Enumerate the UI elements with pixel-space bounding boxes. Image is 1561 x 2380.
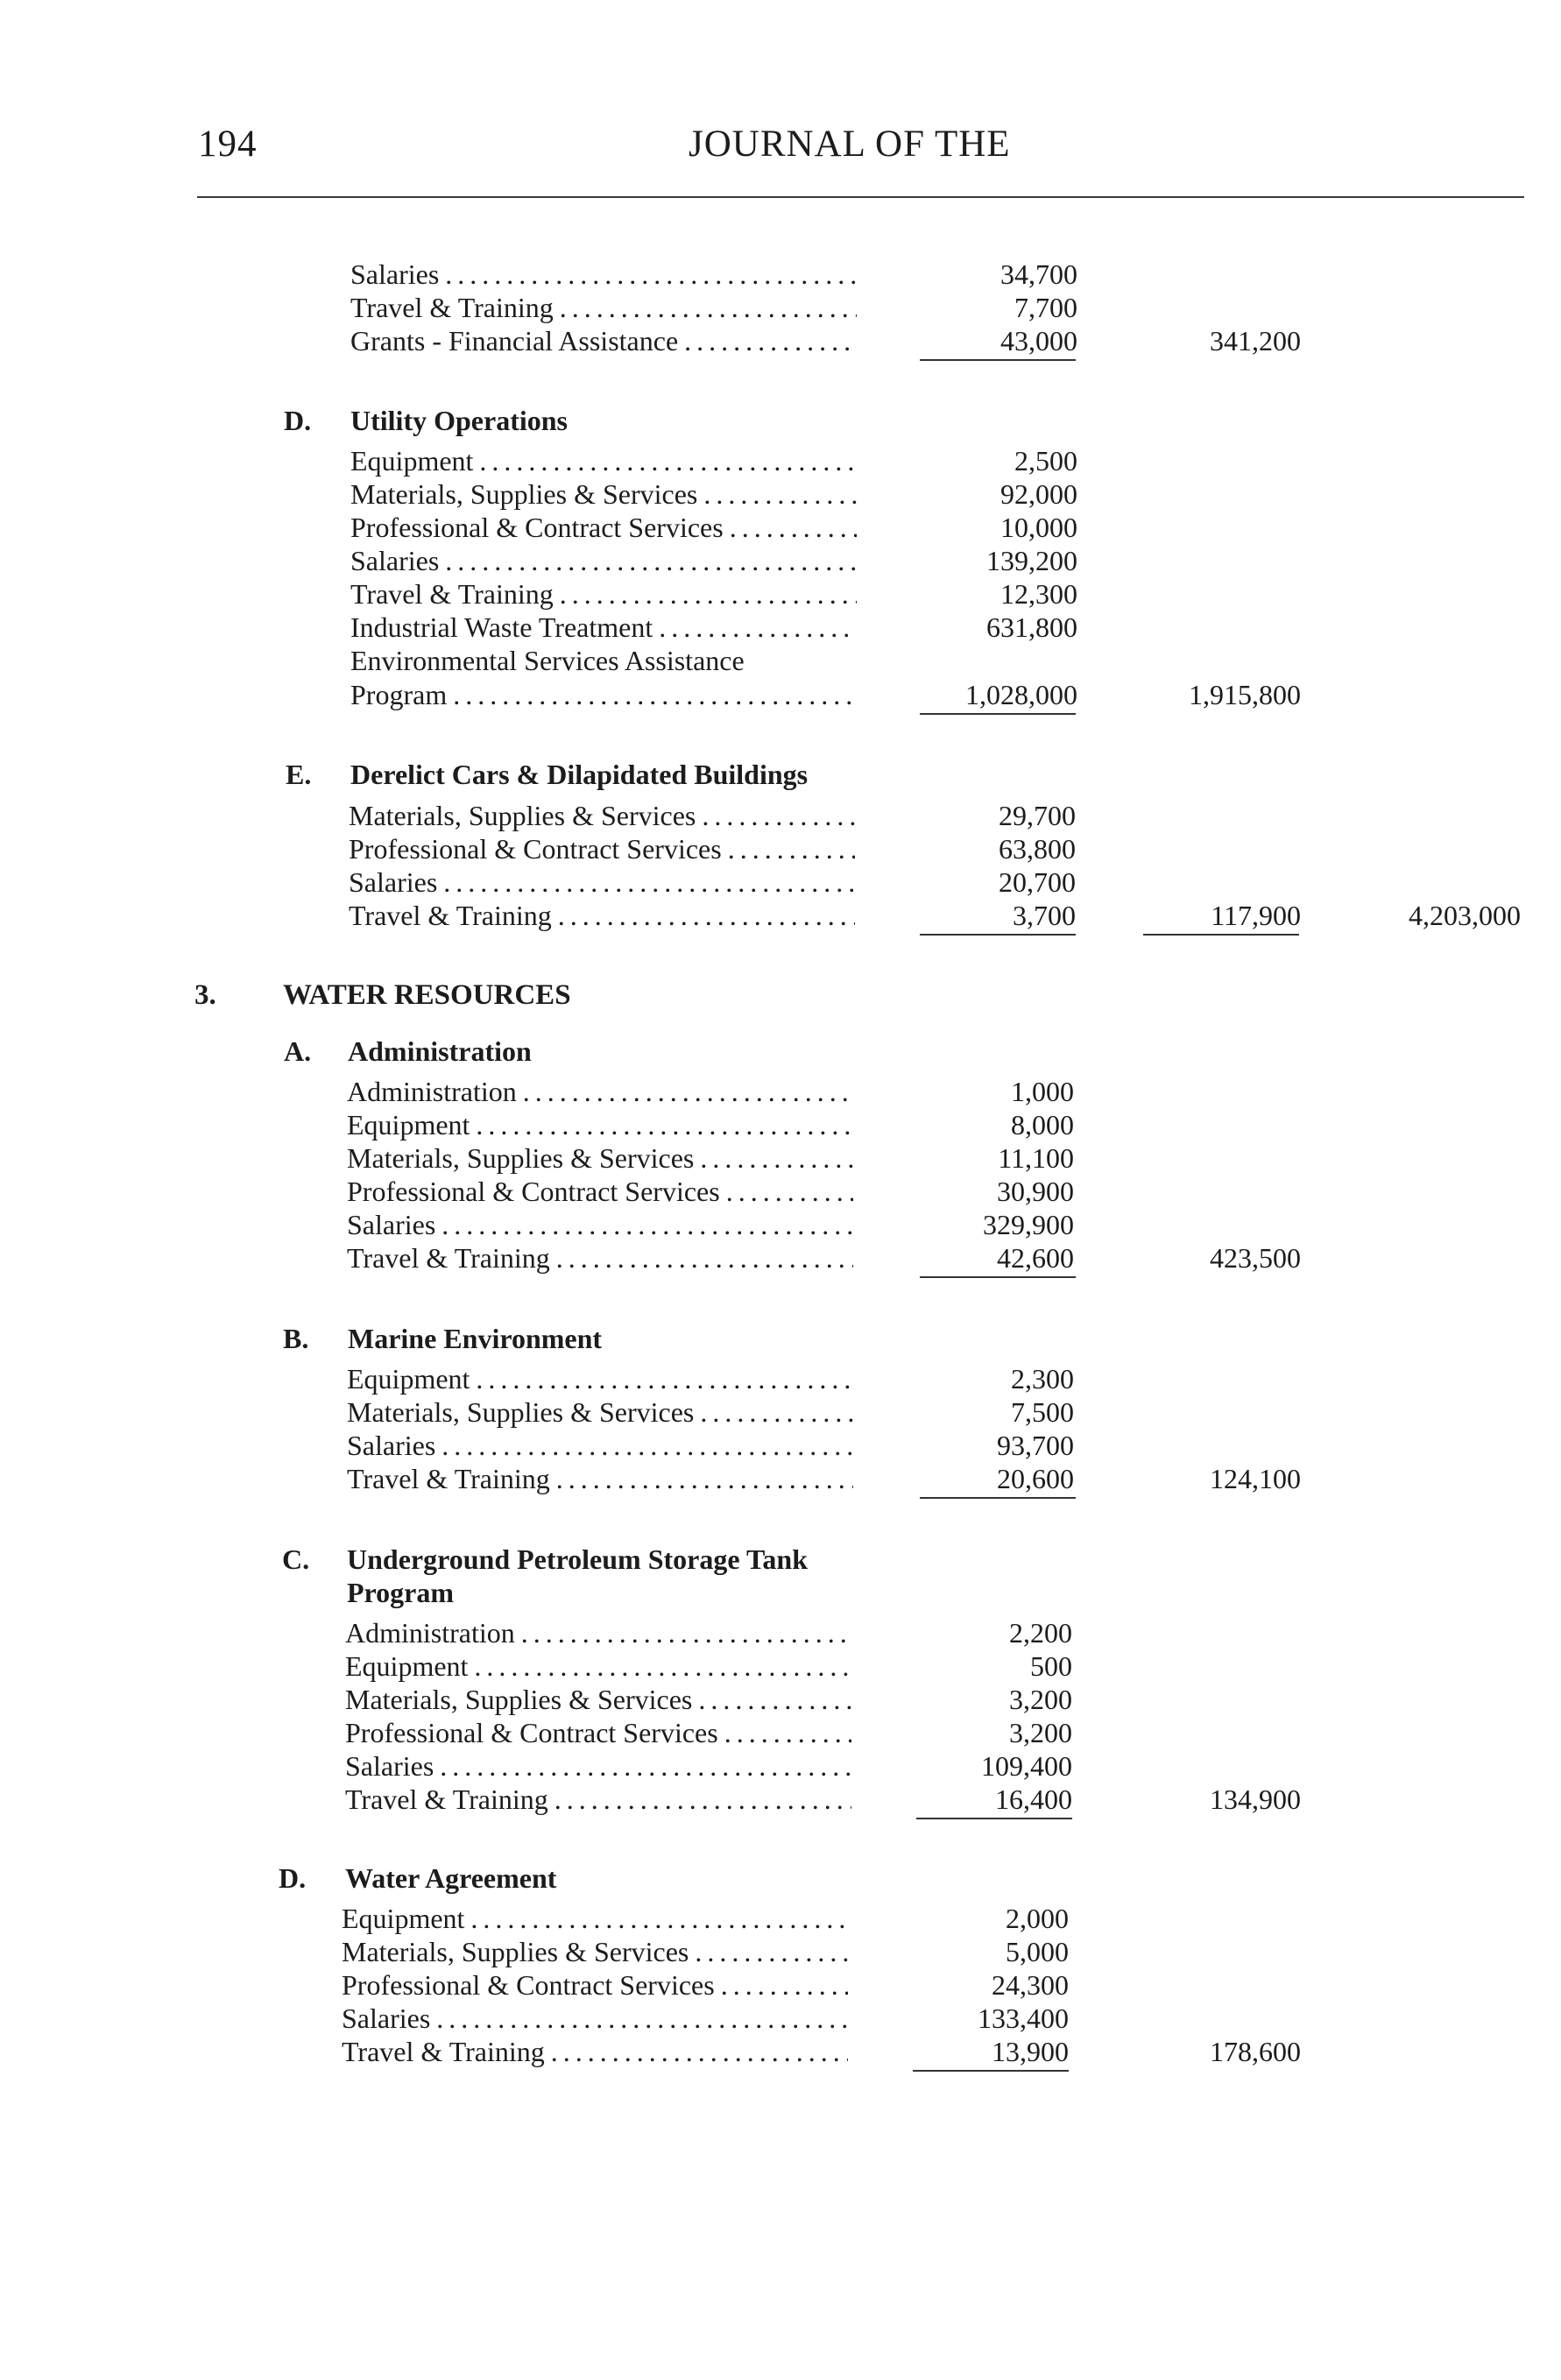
- line-item: [347, 1207, 1521, 1242]
- line-item: [345, 1748, 1519, 1783]
- line-item: [349, 798, 1522, 833]
- item-label: Salaries . . .: [342, 2001, 848, 2036]
- item-amount: 13,900: [992, 2036, 1069, 2067]
- item-amount: 42,600: [997, 1242, 1074, 1274]
- subtotal-row: [0, 1240, 1561, 1275]
- item-label: Salaries . . .: [350, 543, 857, 578]
- item-amount: 63,800: [999, 833, 1076, 865]
- subtotal-rule: [916, 1818, 1072, 1819]
- subsection-letter: D.: [279, 1862, 307, 1894]
- section-total-amount: 4,203,000: [1409, 900, 1521, 931]
- item-label: Industrial Waste Treatment . . .: [350, 610, 857, 645]
- item-amount: 2,200: [1009, 1617, 1072, 1649]
- subsection-letter: E.: [286, 759, 312, 790]
- item-label: Salaries . . .: [345, 1748, 851, 1783]
- item-label: Equipment . . .: [350, 443, 857, 478]
- item-amount: 7,700: [1014, 292, 1077, 323]
- item-label: Salaries . . .: [349, 865, 855, 900]
- line-item: [347, 1361, 1521, 1396]
- line-item: [342, 2001, 1515, 2036]
- item-label: Professional & Contract Services . . .: [349, 831, 855, 866]
- item-label: Travel & Training . . .: [347, 1461, 853, 1496]
- line-item: [350, 477, 1524, 512]
- item-amount: 34,700: [1000, 258, 1077, 290]
- item-amount: 631,800: [986, 611, 1077, 643]
- line-item: [347, 1395, 1521, 1430]
- subsection-title: Underground Petroleum Storage Tank: [347, 1543, 808, 1575]
- item-label: Travel & Training . . .: [349, 898, 855, 933]
- line-item: [347, 1107, 1521, 1142]
- line-item: [347, 1428, 1521, 1463]
- subtotal-amount: 178,600: [1210, 2036, 1301, 2067]
- subtotal-rule: [913, 2070, 1069, 2072]
- item-amount: 29,700: [999, 800, 1076, 831]
- item-amount: 139,200: [986, 545, 1077, 576]
- line-item: [342, 1901, 1515, 1936]
- line-item: [347, 1174, 1521, 1209]
- subsection-title-cont: Program: [347, 1577, 455, 1608]
- item-amount: 109,400: [981, 1750, 1072, 1782]
- item-amount: 20,700: [999, 866, 1076, 898]
- line-item: [350, 643, 1524, 678]
- item-label: Program . . .: [350, 677, 857, 712]
- item-label: Materials, Supplies & Services . . .: [342, 1934, 848, 1969]
- page-number: 194: [198, 124, 258, 165]
- item-label: Salaries . . .: [347, 1428, 853, 1463]
- item-amount: 20,600: [997, 1463, 1074, 1494]
- subsection-letter: C.: [282, 1543, 310, 1575]
- subsection-title: Water Agreement: [345, 1862, 557, 1894]
- line-item: [350, 290, 1524, 325]
- section-number: 3.: [194, 979, 216, 1011]
- item-label: Grants - Financial Assistance . . .: [350, 323, 857, 358]
- subtotal-amount: 1,915,800: [1189, 679, 1301, 710]
- line-item: [350, 543, 1524, 578]
- item-amount: 10,000: [1000, 512, 1077, 543]
- line-item: [347, 1074, 1521, 1109]
- item-label: Travel & Training . . .: [342, 2034, 848, 2069]
- item-label: Administration . . .: [345, 1615, 851, 1650]
- item-amount: 1,028,000: [965, 679, 1077, 710]
- item-label: Equipment . . .: [347, 1361, 853, 1396]
- subsection-letter: B.: [283, 1323, 309, 1354]
- item-amount: 93,700: [997, 1430, 1074, 1461]
- item-label: Administration . . .: [347, 1074, 853, 1109]
- item-label: Travel & Training . . .: [350, 576, 857, 611]
- subtotal-row: [0, 898, 1561, 933]
- subtotal-row: [0, 1461, 1561, 1496]
- item-amount: 2,000: [1006, 1903, 1069, 1934]
- line-item: [345, 1715, 1519, 1750]
- item-amount: 2,500: [1014, 445, 1077, 477]
- item-amount: 2,300: [1011, 1363, 1074, 1395]
- subtotal-amount: 423,500: [1210, 1242, 1301, 1274]
- subtotal-row: [0, 323, 1561, 358]
- item-label: Travel & Training . . .: [345, 1782, 851, 1817]
- subtotal-rule: [920, 1497, 1076, 1499]
- subsection-title: Marine Environment: [348, 1323, 603, 1354]
- line-item: [345, 1682, 1519, 1717]
- item-label: Professional & Contract Services . . .: [350, 510, 857, 545]
- item-label: Professional & Contract Services . . .: [342, 1967, 848, 2002]
- subtotal-rule: [920, 1276, 1076, 1278]
- item-label: Equipment . . .: [345, 1649, 851, 1684]
- item-amount: 133,400: [978, 2002, 1069, 2034]
- item-label: Materials, Supplies & Services . . .: [347, 1141, 853, 1176]
- line-item: [347, 1141, 1521, 1176]
- item-amount: 16,400: [995, 1783, 1072, 1815]
- item-label: Materials, Supplies & Services . . .: [345, 1682, 851, 1717]
- item-amount: 1,000: [1011, 1076, 1074, 1107]
- subsection-title: Derelict Cars & Dilapidated Buildings: [350, 759, 809, 790]
- subtotal-rule: [1143, 934, 1299, 936]
- subtotal-rule: [920, 934, 1076, 936]
- line-item: [350, 257, 1524, 292]
- line-item: [345, 1649, 1519, 1684]
- item-amount: 3,700: [1013, 900, 1076, 931]
- line-item: [345, 1615, 1519, 1650]
- item-amount: 3,200: [1009, 1717, 1072, 1748]
- item-amount: 5,000: [1006, 1936, 1069, 1967]
- item-label: Materials, Supplies & Services . . .: [347, 1395, 853, 1430]
- subtotal-rule: [920, 359, 1076, 361]
- item-amount: 92,000: [1000, 478, 1077, 510]
- item-amount: 329,900: [983, 1209, 1074, 1240]
- line-item: [350, 510, 1524, 545]
- item-label: Equipment . . .: [342, 1901, 848, 1936]
- item-amount: 24,300: [992, 1969, 1069, 2001]
- item-label: Environmental Services Assistance: [350, 645, 745, 676]
- item-label: Travel & Training . . .: [350, 290, 857, 325]
- subtotal-amount: 134,900: [1210, 1783, 1301, 1815]
- subtotal-amount: 117,900: [1211, 900, 1301, 931]
- line-item: [350, 610, 1524, 645]
- item-amount: 8,000: [1011, 1109, 1074, 1141]
- item-amount: 30,900: [997, 1176, 1074, 1207]
- section-title: WATER RESOURCES: [283, 979, 571, 1011]
- subtotal-amount: 124,100: [1210, 1463, 1301, 1494]
- subsection-letter: D.: [284, 405, 312, 436]
- line-item: [342, 1967, 1515, 2002]
- item-label: Materials, Supplies & Services . . .: [349, 798, 855, 833]
- item-label: Professional & Contract Services . . .: [347, 1174, 853, 1209]
- subtotal-row: [0, 1782, 1561, 1817]
- line-item: [350, 576, 1524, 611]
- subsection-letter: A.: [284, 1035, 312, 1067]
- running-title: JOURNAL OF THE: [689, 124, 1011, 165]
- header-rule: [197, 196, 1524, 198]
- item-label: Salaries . . .: [347, 1207, 853, 1242]
- line-item: [342, 1934, 1515, 1969]
- subsection-title: Administration: [348, 1035, 532, 1067]
- line-item: [349, 865, 1522, 900]
- subtotal-rule: [920, 713, 1076, 715]
- item-label: Equipment . . .: [347, 1107, 853, 1142]
- subtotal-amount: 341,200: [1210, 325, 1301, 357]
- item-label: Materials, Supplies & Services . . .: [350, 477, 857, 512]
- subtotal-row: [0, 677, 1561, 712]
- subtotal-row: [0, 2034, 1561, 2069]
- item-label: Travel & Training . . .: [347, 1240, 853, 1275]
- line-item: [349, 831, 1522, 866]
- item-amount: 500: [1030, 1650, 1072, 1682]
- item-amount: 43,000: [1000, 325, 1077, 357]
- item-label: Salaries . . .: [350, 257, 857, 292]
- item-amount: 7,500: [1011, 1396, 1074, 1428]
- item-amount: 11,100: [998, 1142, 1074, 1174]
- item-amount: 12,300: [1000, 578, 1077, 610]
- line-item: [350, 443, 1524, 478]
- item-amount: 3,200: [1009, 1684, 1072, 1715]
- subsection-title: Utility Operations: [350, 405, 568, 436]
- item-label: Professional & Contract Services . . .: [345, 1715, 851, 1750]
